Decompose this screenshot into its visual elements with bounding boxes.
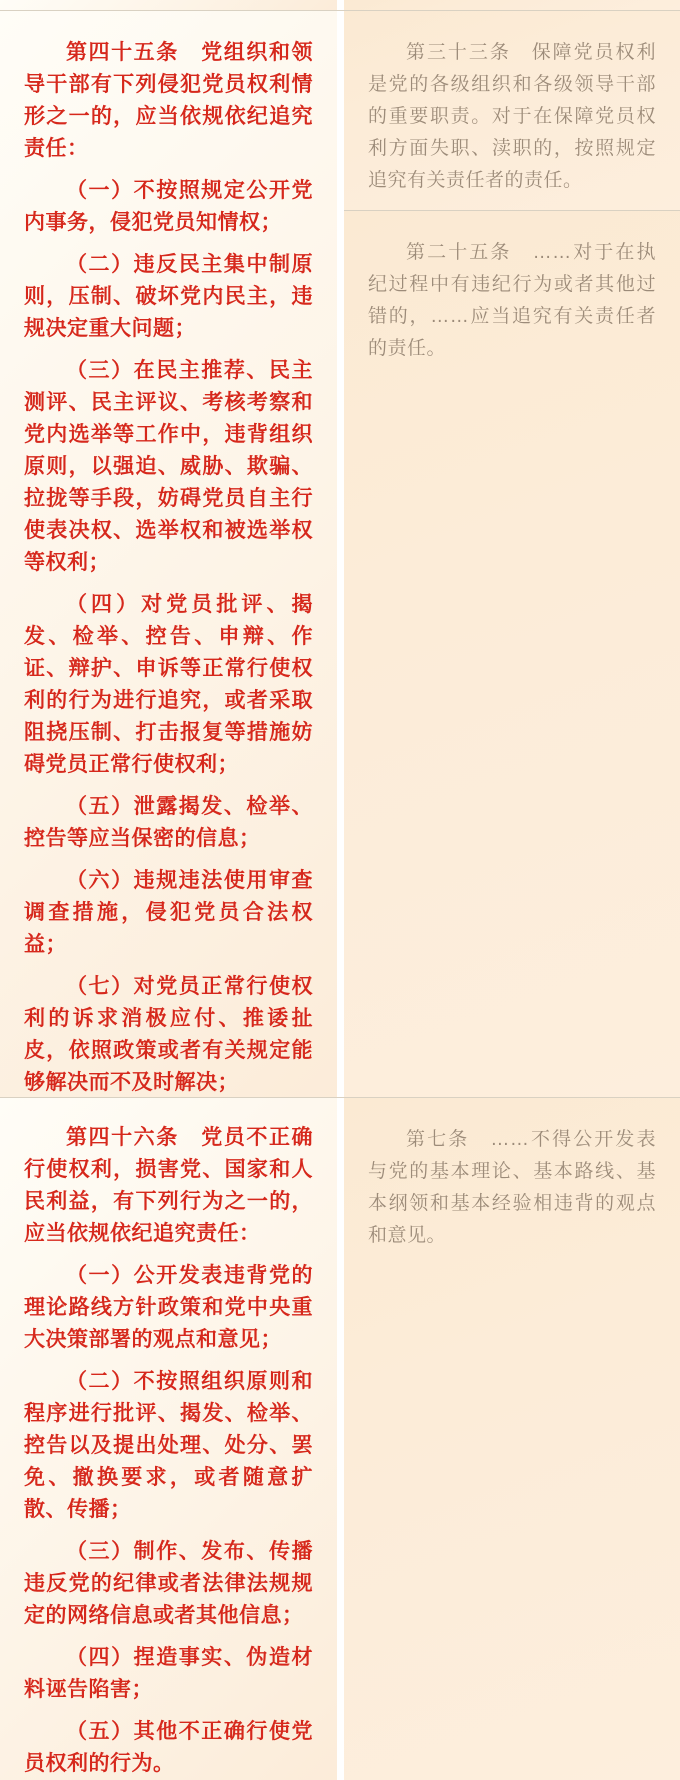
right-column-stack <box>344 11 680 1097</box>
left-article-cell-45 <box>0 11 337 1097</box>
article-paragraph: （六）违规违法使用审查调查措施，侵犯党员合法权益； <box>24 869 313 956</box>
table-row <box>0 1098 680 1780</box>
article-paragraph: （四）捏造事实、伪造材料诬告陷害； <box>24 1646 313 1701</box>
table-row-partial <box>0 0 680 11</box>
article-paragraph: 第二十五条 ……对于在执纪过程中有违纪行为或者其他过错的，……应当追究有关责任者的责任。 <box>368 242 656 359</box>
right-article-cell-25 <box>344 211 680 1097</box>
article-paragraph: （四）对党员批评、揭发、检举、控告、申辩、作证、辩护、申诉等正常行使权利的行为进行追究，或者采取阻挠压制、打击报复等措施妨碍党员正常行使权利； <box>24 593 313 776</box>
article-paragraph: （三）在民主推荐、民主测评、民主评议、考核考察和党内选举等工作中，违背组织原则，以强迫、威胁、欺骗、拉拢等手段，妨碍党员自主行使表决权、选举权和被选举权等权利； <box>24 359 313 574</box>
article-paragraph: （一）不按照规定公开党内事务，侵犯党员知情权； <box>24 179 313 234</box>
right-article-cell-7 <box>344 1098 680 1780</box>
article-paragraph: （三）制作、发布、传播违反党的纪律或者法律法规规定的网络信息或者其他信息； <box>24 1540 313 1627</box>
article-paragraph: 第七条 ……不得公开发表与党的基本理论、基本路线、基本纲领和基本经验相违背的观点和意见。 <box>368 1129 656 1246</box>
left-article-cell-partial <box>0 0 337 10</box>
article-paragraph: （二）不按照组织原则和程序进行批评、揭发、检举、控告以及提出处理、处分、罢免、撤换要求，或者随意扩散、传播； <box>24 1370 313 1521</box>
right-article-cell-partial <box>344 0 680 10</box>
article-paragraph: 第三十三条 保障党员权利是党的各级组织和各级领导干部的重要职责。对于在保障党员权利方面失职、渎职的，按照规定追究有关责任者的责任。 <box>368 42 656 191</box>
article-paragraph: （二）违反民主集中制原则，压制、破坏党内民主，违规决定重大问题； <box>24 253 313 340</box>
article-paragraph: （一）公开发表违背党的理论路线方针政策和党中央重大决策部署的观点和意见； <box>24 1264 313 1351</box>
article-paragraph: 第四十五条 党组织和领导干部有下列侵犯党员权利情形之一的，应当依规依纪追究责任： <box>24 41 313 160</box>
table-row <box>0 11 680 1098</box>
left-article-cell-46 <box>0 1098 337 1780</box>
article-paragraph: 第四十六条 党员不正确行使权利，损害党、国家和人民利益，有下列行为之一的，应当依规依纪追究责任： <box>24 1126 313 1245</box>
right-article-cell-33 <box>344 11 680 211</box>
article-paragraph: （五）其他不正确行使党员权利的行为。 <box>24 1720 313 1775</box>
article-paragraph: （五）泄露揭发、检举、控告等应当保密的信息； <box>24 795 313 850</box>
article-paragraph: （七）对党员正常行使权利的诉求消极应付、推诿扯皮，依照政策或者有关规定能够解决而不及时解决； <box>24 975 313 1094</box>
